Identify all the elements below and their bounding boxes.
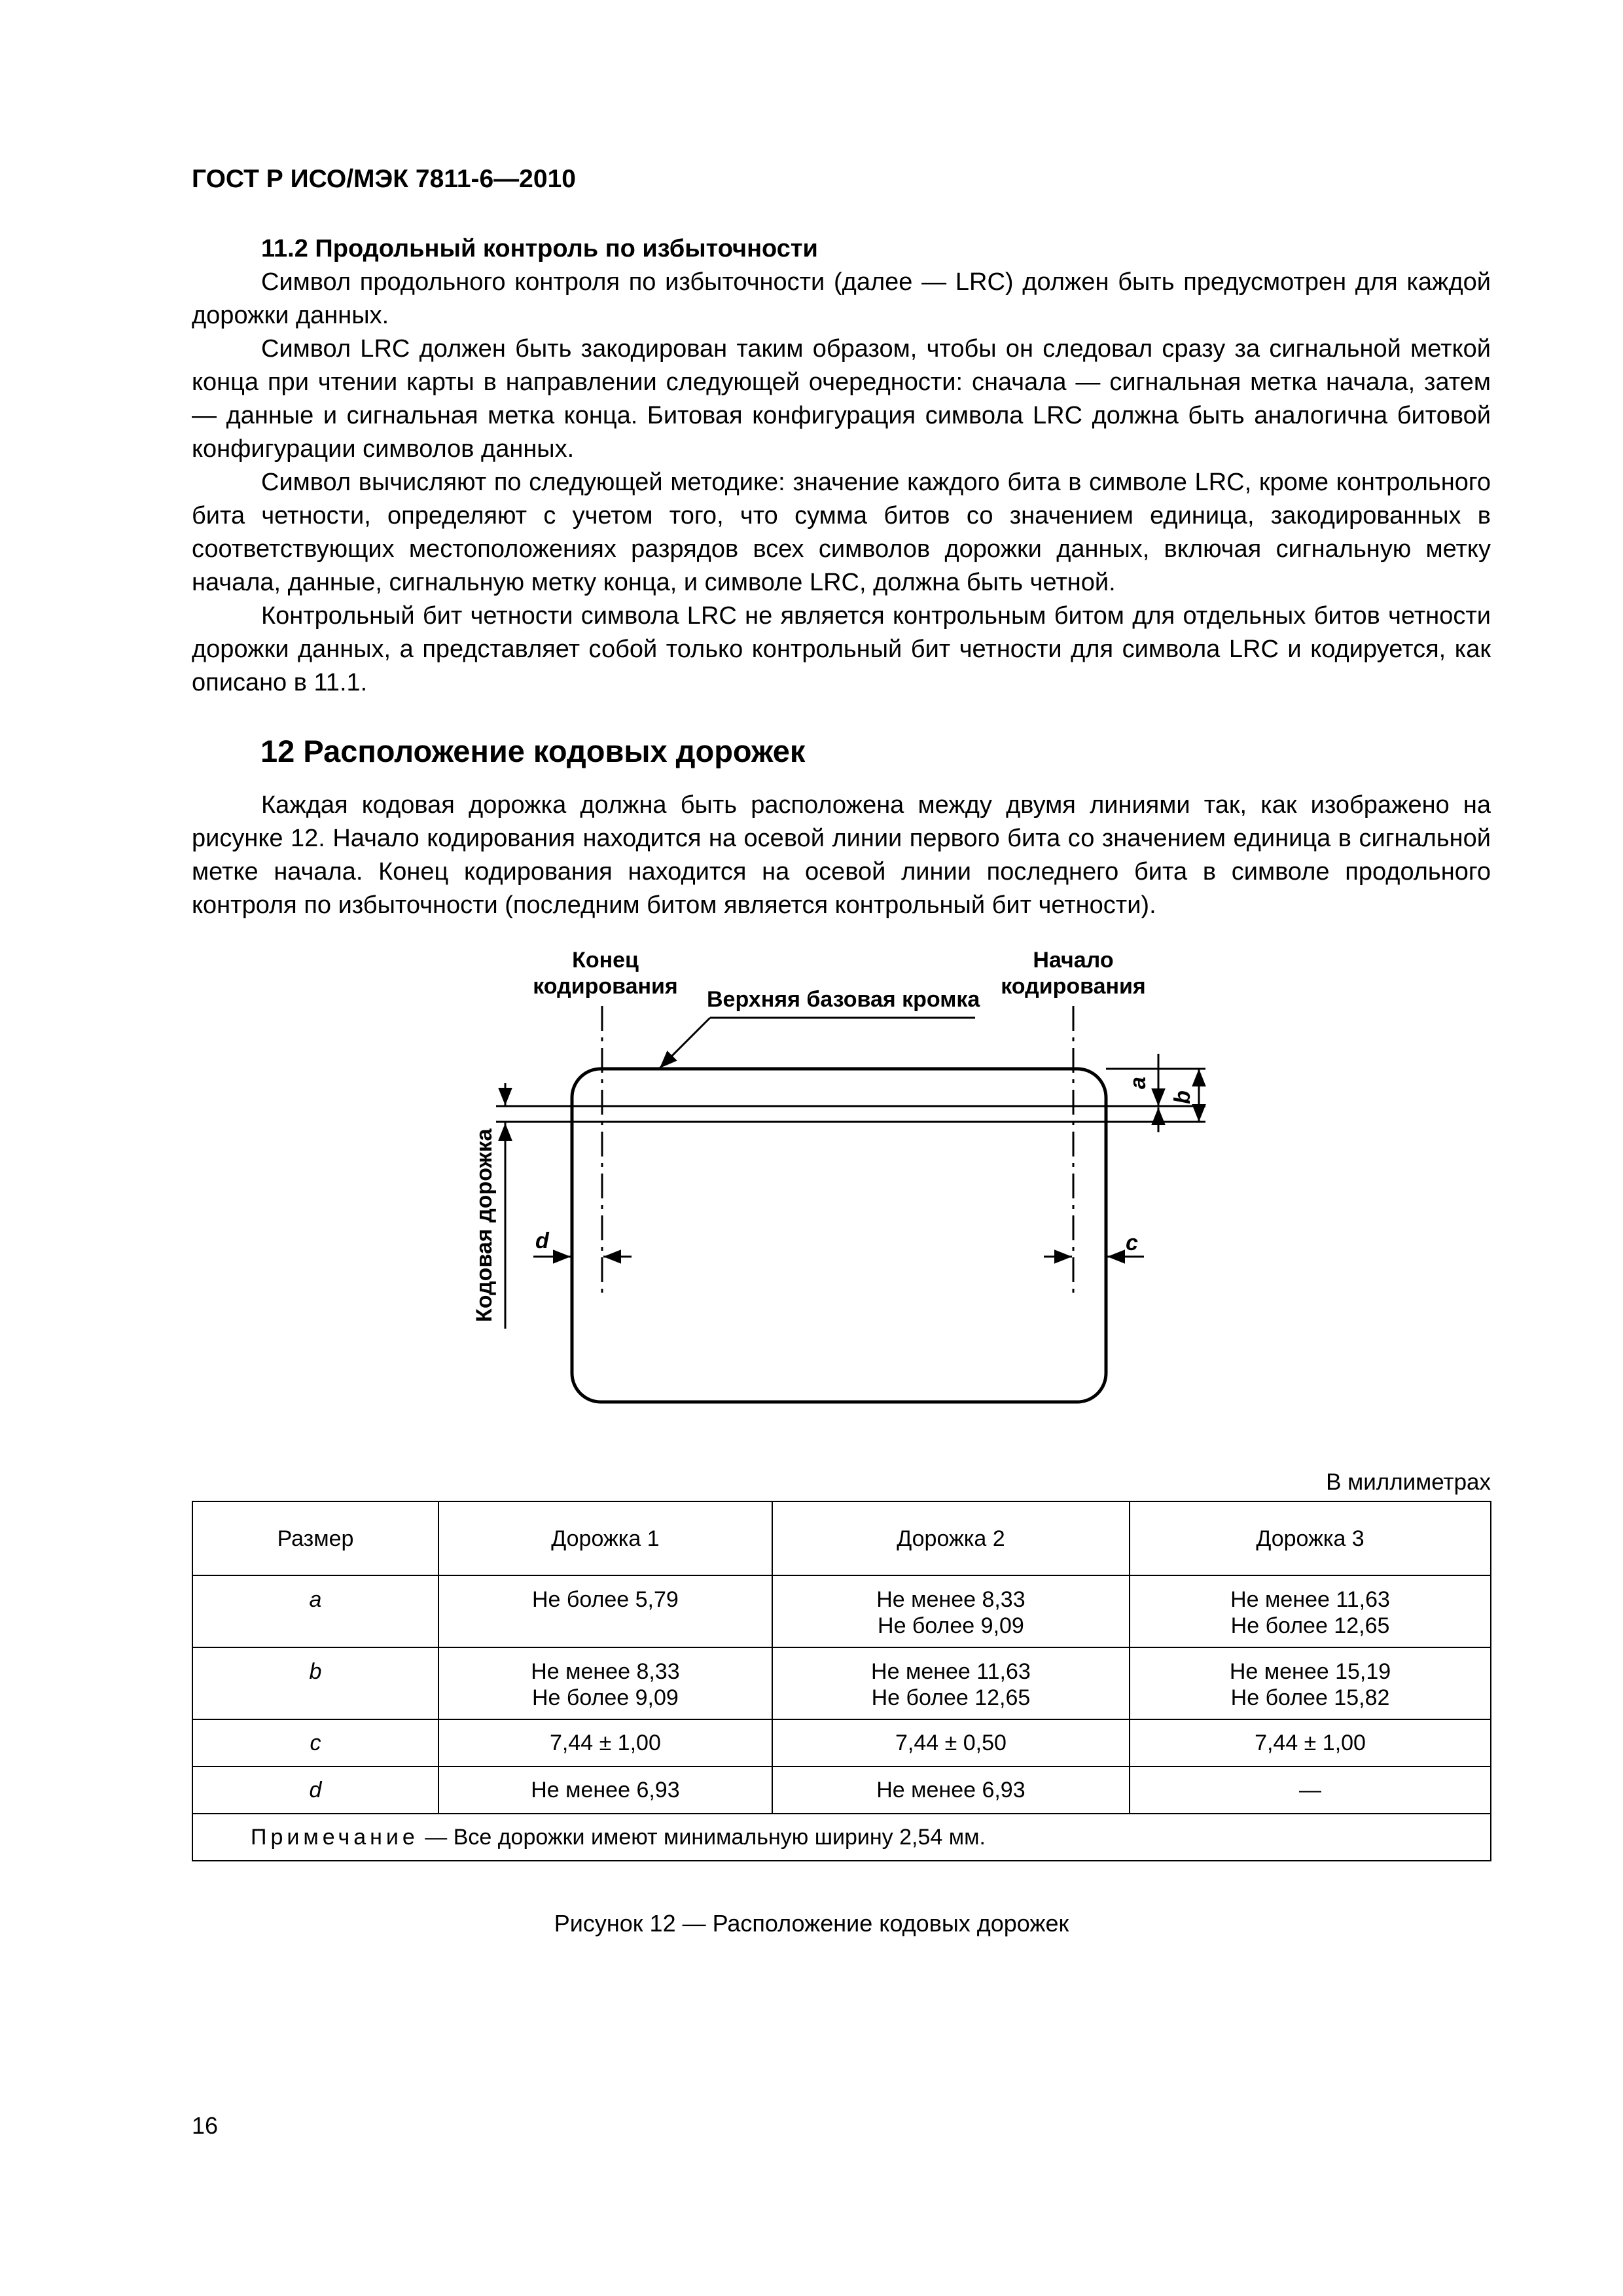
table-cell: a [192, 1575, 438, 1647]
table-header: Дорожка 3 [1130, 1501, 1491, 1575]
table-cell: 7,44 ± 0,50 [772, 1719, 1130, 1767]
document-header: ГОСТ Р ИСО/МЭК 7811-6—2010 [192, 165, 576, 193]
top-edge-leader [660, 1018, 710, 1068]
label-start-coding: Начало кодирования [1001, 948, 1146, 999]
table-header: Дорожка 2 [772, 1501, 1130, 1575]
table-header: Размер [192, 1501, 438, 1575]
table-cell: Не более 5,79 [438, 1575, 772, 1647]
table-cell: c [192, 1719, 438, 1767]
units-label: В миллиметрах [1326, 1469, 1491, 1495]
table-cell: Не менее 15,19 Не более 15,82 [1130, 1647, 1491, 1719]
dim-label-d: d [535, 1229, 549, 1253]
label-code-track: Кодовая дорожка [472, 1128, 497, 1322]
paragraph: Символ вычисляют по следующей методике: значение каждого бита в символе LRC, кроме контрольного бита четности, определяют с учетом того, что сумма битов со значением единица, закодированных в соответствующих местоположениях разрядов всех символов дорожки данных, включая сигнальную метку начала, данные, сигнальную метку конца, и символе LRC, должна быть четной. [192, 469, 1491, 596]
label-end-coding: Конец кодирования [533, 948, 678, 999]
table-header: Дорожка 1 [438, 1501, 772, 1575]
table-cell: Не менее 8,33 Не более 9,09 [772, 1575, 1130, 1647]
table-cell: 7,44 ± 1,00 [438, 1719, 772, 1767]
dim-label-c: c [1126, 1230, 1138, 1255]
table-cell: — [1130, 1767, 1491, 1814]
page-number: 16 [192, 2112, 219, 2139]
table-header-row [192, 1501, 1491, 1575]
table-row [192, 1767, 1491, 1814]
table-cell: Не менее 6,93 [438, 1767, 772, 1814]
figure-caption: Рисунок 12 — Расположение кодовых дорожек [554, 1910, 1069, 1937]
paragraph: Символ LRC должен быть закодирован таким образом, чтобы он следовал сразу за сигнальной меткой конца при чтении карты в направлении следующей очередности: сначала — сигнальная метка начала, затем — данные и сигнальная метка конца. Битовая конфигурация символа LRC должна быть аналогична битовой конфигурации символов данных. [192, 335, 1491, 463]
table-cell: Не менее 6,93 [772, 1767, 1130, 1814]
paragraph: Контрольный бит четности символа LRC не является контрольным битом для отдельных битов четности дорожки данных, а представляет собой только контрольный бит четности для символа LRC и кодируется, как описано в 11.1. [192, 602, 1491, 696]
table-cell: d [192, 1767, 438, 1814]
dimensions-table [192, 1501, 1491, 1861]
table-cell: Не менее 11,63 Не более 12,65 [1130, 1575, 1491, 1647]
paragraph: Каждая кодовая дорожка должна быть расположена между двумя линиями так, как изображено на рисунке 12. Начало кодирования находится на осевой линии первого бита со значением единица в сигнальной метке начала. Конец кодирования находится на осевой линии последнего бита в символе продольного контроля по избыточности (последним битом является контрольный бит четности). [192, 791, 1491, 919]
section-heading: 12 Расположение кодовых дорожек [260, 734, 806, 768]
note-prefix: Примечание [251, 1825, 419, 1850]
table-cell: Не менее 8,33 Не более 9,09 [438, 1647, 772, 1719]
paragraph: Символ продольного контроля по избыточности (далее — LRC) должен быть предусмотрен для каждой дорожки данных. [192, 268, 1491, 329]
section-title: 11.2 Продольный контроль по избыточности [261, 235, 818, 262]
note-text: — Все дорожки имеют минимальную ширину 2,54 мм. [418, 1825, 986, 1850]
label-top-edge: Верхняя базовая кромка [707, 987, 980, 1012]
table-note-row [192, 1814, 1491, 1861]
table-row [192, 1719, 1491, 1767]
table-cell: b [192, 1647, 438, 1719]
table-row [192, 1647, 1491, 1719]
dim-label-b: b [1169, 1090, 1195, 1104]
table-cell: 7,44 ± 1,00 [1130, 1719, 1491, 1767]
dim-label-a: a [1125, 1077, 1150, 1089]
table-note [192, 1814, 1491, 1861]
card-outline [572, 1069, 1106, 1402]
table-cell: Не менее 11,63 Не более 12,65 [772, 1647, 1130, 1719]
table-row [192, 1575, 1491, 1647]
